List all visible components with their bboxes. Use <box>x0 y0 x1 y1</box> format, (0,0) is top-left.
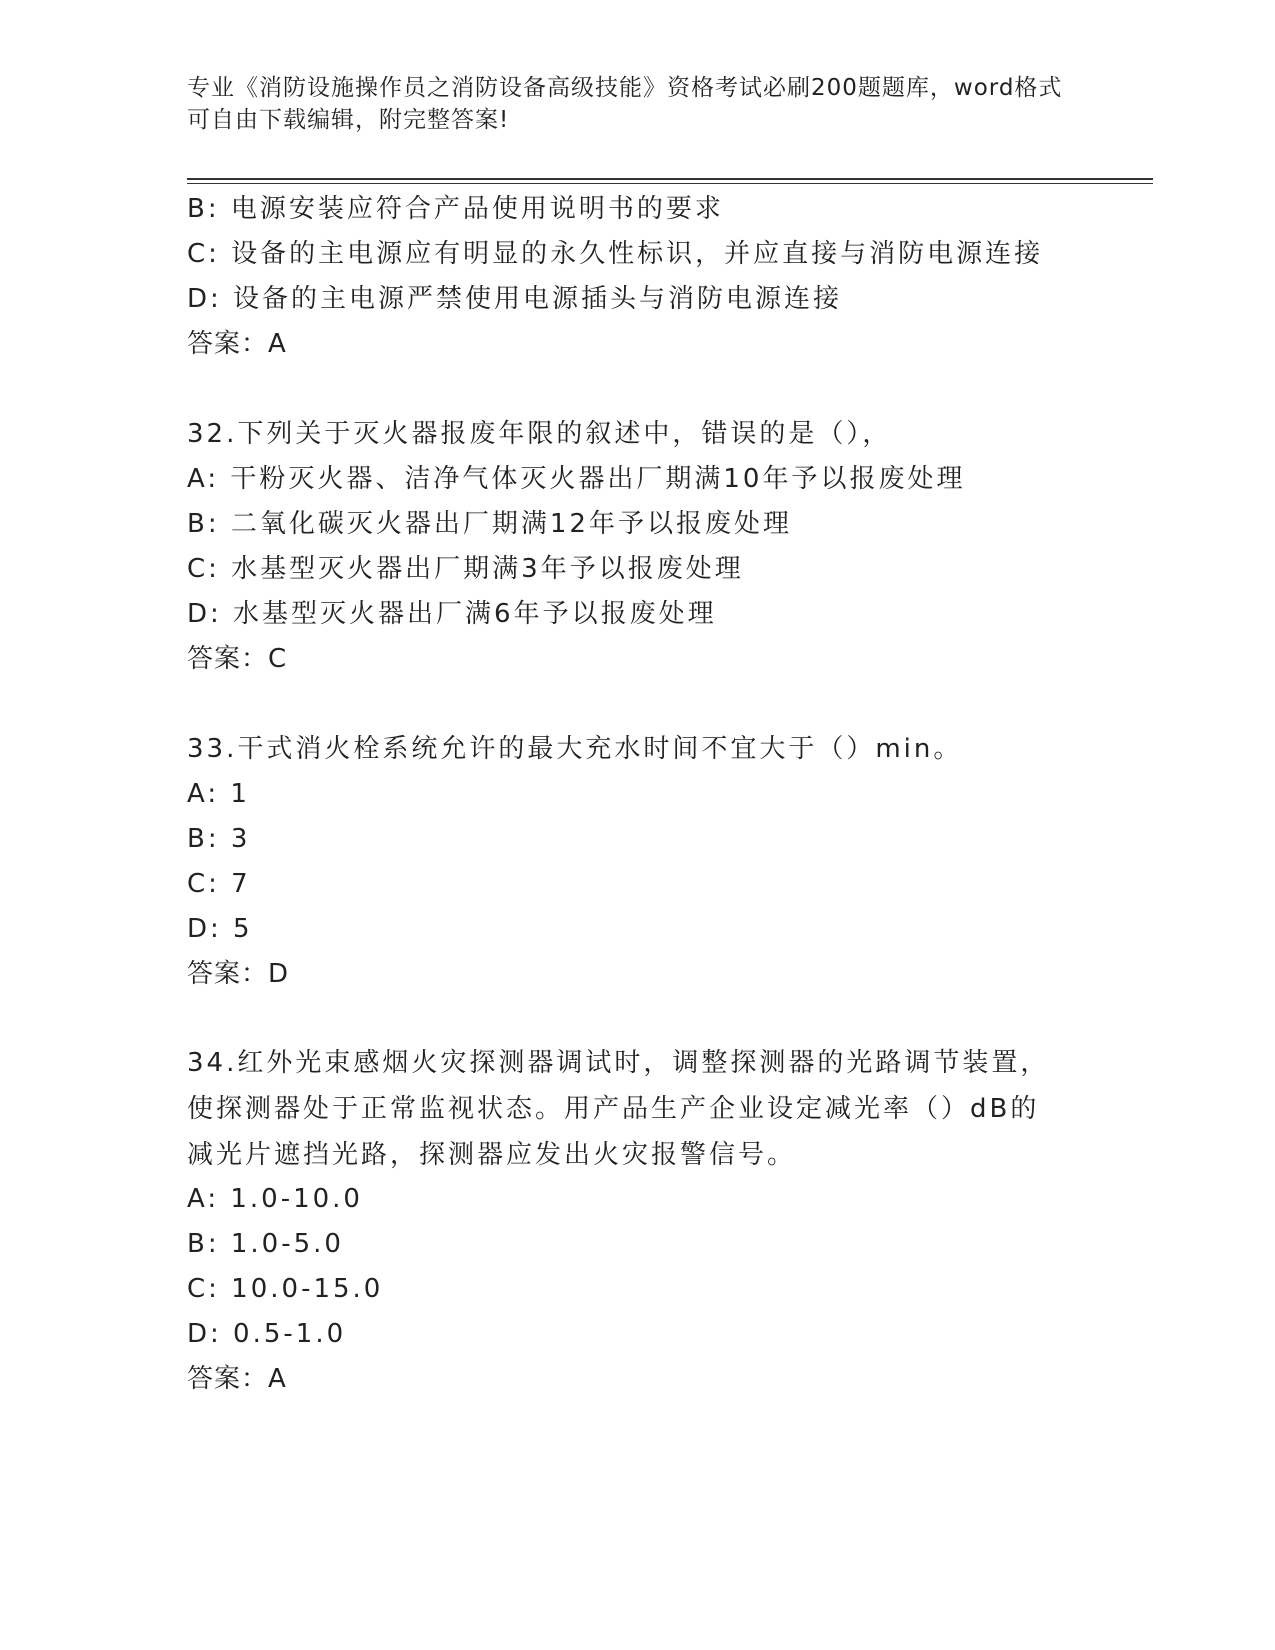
q34-option-c: C: 10.0-15.0 <box>187 1274 384 1304</box>
q31-option-c: C: 设备的主电源应有明显的永久性标识，并应直接与消防电源连接 <box>187 239 1044 269</box>
q33-option-b: B: 3 <box>187 824 251 854</box>
q34-question: 34.红外光束感烟火灾探测器调试时，调整探测器的光路调节装置，使探测器处于正常监视状态。用产品生产企业设定减光率（）dB的减光片遮挡光路，探测器应发出火灾报警信号。 <box>187 1048 1050 1170</box>
q32-question: 32.下列关于灭火器报废年限的叙述中，错误的是（）， <box>187 419 892 449</box>
q33-option-c: C: 7 <box>187 869 251 899</box>
q32-option-d: D: 水基型灭火器出厂满6年予以报废处理 <box>187 599 717 629</box>
q33-question: 33.干式消火栓系统允许的最大充水时间不宜大于（）min。 <box>187 734 963 764</box>
q32-option-a: A: 干粉灭火器、洁净气体灭火器出厂期满10年予以报废处理 <box>187 464 966 494</box>
document-header: 专业《消防设施操作员之消防设备高级技能》资格考试必刷200题题库，word格式可自由下载编辑，附完整答案! <box>187 75 1063 133</box>
q32-option-c: C: 水基型灭火器出厂期满3年予以报废处理 <box>187 554 744 584</box>
q32-answer: 答案：C <box>187 644 288 674</box>
q34-option-a: A: 1.0-10.0 <box>187 1184 363 1214</box>
header-divider-thick <box>187 178 1153 180</box>
q33-answer: 答案：D <box>187 959 290 989</box>
q31-option-b: B: 电源安装应符合产品使用说明书的要求 <box>187 194 724 224</box>
q31-answer: 答案：A <box>187 329 287 359</box>
q31-option-d: D: 设备的主电源严禁使用电源插头与消防电源连接 <box>187 284 843 314</box>
q33-option-a: A: 1 <box>187 779 250 809</box>
q33-option-d: D: 5 <box>187 914 253 944</box>
header-divider-thin <box>187 183 1153 184</box>
q34-option-d: D: 0.5-1.0 <box>187 1319 347 1349</box>
q34-answer: 答案：A <box>187 1364 287 1394</box>
q34-option-b: B: 1.0-5.0 <box>187 1229 344 1259</box>
q32-option-b: B: 二氧化碳灭火器出厂期满12年予以报废处理 <box>187 509 792 539</box>
